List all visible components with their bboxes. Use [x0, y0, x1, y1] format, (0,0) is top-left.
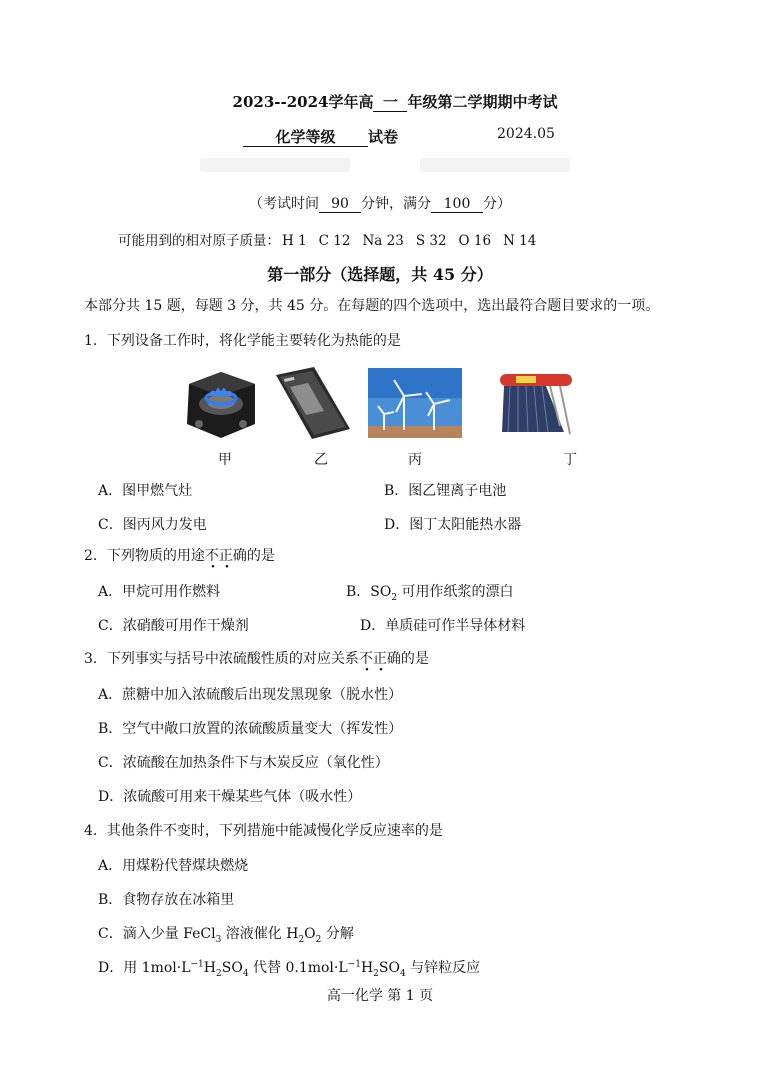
- q2-option-b-text: 可用作纸浆的漂白: [397, 584, 514, 600]
- q3-option-c: C．浓硫酸在加热条件下与木炭反应（氧化性）: [98, 755, 389, 771]
- q4-option-d-text: 与锌粒反应: [405, 960, 481, 976]
- exam-date: 2024.05: [497, 126, 555, 142]
- q4-option-c-text: O: [304, 926, 316, 942]
- q4-stem: 4．其他条件不变时，下列措施中能减慢化学反应速率的是: [84, 823, 443, 839]
- title-grade: 一: [373, 94, 407, 112]
- atomic-masses: [118, 229, 548, 249]
- q4-option-b: B．食物存放在冰箱里: [98, 892, 235, 908]
- q4-option-d-text: H: [203, 960, 217, 976]
- q2-stem-emphasis: 不: [204, 548, 219, 564]
- section-intro: 本部分共 15 题，每题 3 分，共 45 分。在每题的四个选项中，选出最符合题目要求的一项。: [84, 298, 660, 314]
- lithium-battery-icon: [272, 363, 354, 441]
- q4-option-d-sub: 4: [242, 968, 249, 979]
- q1-image-label-bing: 丙: [408, 452, 422, 468]
- q1-option-c: C．图丙风力发电: [98, 517, 207, 533]
- q3-stem-emphasis: 不: [358, 651, 373, 667]
- gas-stove-icon: [183, 362, 259, 440]
- title-prefix: 2023--2024学年高: [232, 93, 374, 111]
- q3-stem: [84, 648, 429, 668]
- exam-subject: [243, 126, 398, 147]
- q2-option-d: D．单质硅可作半导体材料: [360, 618, 526, 634]
- q4-option-c: [98, 923, 354, 945]
- redacted-block-left: [200, 158, 350, 172]
- score-value: 100: [431, 196, 483, 213]
- q3-stem-prefix: 3．下列事实与括号中浓硫酸性质的对应关系: [84, 651, 359, 667]
- q4-option-d-sub: 2: [373, 968, 379, 979]
- q1-image-label-yi: 乙: [314, 452, 328, 468]
- q2-stem-prefix: 2．下列物质的用途: [84, 548, 205, 564]
- solar-water-heater-icon: [494, 366, 576, 438]
- q2-stem-emphasis: 正: [218, 548, 233, 564]
- exam-title: [0, 91, 760, 112]
- q2-stem-suffix: 确的是: [232, 548, 275, 564]
- redacted-block-right: [420, 158, 570, 172]
- q4-option-d-sup: −1: [347, 959, 361, 970]
- q4-option-d: [98, 957, 480, 979]
- q4-option-d-text: SO: [378, 960, 400, 976]
- q4-option-d-sub: 2: [216, 968, 222, 979]
- atomic-masses-label: 可能用到的相对原子质量：: [118, 233, 280, 249]
- atomic-mass-item: H 1: [282, 233, 307, 249]
- page-footer: 高一化学 第 1 页: [326, 988, 434, 1004]
- q4-option-c-sub: 2: [315, 934, 322, 945]
- q4-option-c-text: 溶液催化 H: [221, 926, 299, 942]
- q1-image-label-ding: 丁: [563, 452, 577, 468]
- q4-option-d-text: 代替 0.1mol·L: [248, 960, 348, 976]
- wind-turbine-icon: [368, 368, 462, 438]
- q2-option-b-sub: 2: [391, 592, 398, 603]
- q2-stem: [84, 545, 275, 565]
- q4-option-c-text: 分解: [321, 926, 354, 942]
- title-suffix: 年级第二学期期中考试: [407, 93, 558, 111]
- q4-option-d-sub: 4: [399, 968, 406, 979]
- q1-option-d: D．图丁太阳能热水器: [384, 517, 522, 533]
- q4-option-c-sub: 2: [298, 934, 305, 945]
- section-title: 第一部分（选择题，共 45 分）: [267, 265, 493, 284]
- atomic-mass-item: S 32: [415, 233, 447, 249]
- exam-time-info: [0, 193, 760, 213]
- q4-option-d-text: D．用 1mol·L: [98, 960, 191, 976]
- atomic-mass-item: N 14: [503, 233, 537, 249]
- score-suffix: 分）: [483, 196, 511, 212]
- q1-option-b: B．图乙锂离子电池: [384, 483, 507, 499]
- q4-option-c-text: C．滴入少量 FeCl: [98, 926, 216, 942]
- q3-stem-suffix: 确的是: [386, 651, 429, 667]
- q4-option-a: A．用煤粉代替煤块燃烧: [98, 858, 249, 874]
- q2-option-a: A．甲烷可用作燃料: [98, 584, 221, 600]
- q4-option-d-sup: −1: [190, 959, 204, 970]
- atomic-mass-item: O 16: [458, 233, 492, 249]
- subject-suffix: 试卷: [368, 128, 399, 146]
- q3-stem-emphasis: 正: [372, 651, 387, 667]
- q3-option-d: D．浓硫酸可用来干燥某些气体（吸水性）: [98, 789, 362, 805]
- q3-option-b: B．空气中敞口放置的浓硫酸质量变大（挥发性）: [98, 721, 403, 737]
- time-prefix: （考试时间: [249, 196, 319, 212]
- atomic-mass-item: Na 23: [362, 233, 404, 249]
- q2-option-b-text: B．SO: [346, 584, 392, 600]
- q4-option-c-sub: 3: [215, 934, 222, 945]
- q1-stem: 1．下列设备工作时，将化学能主要转化为热能的是: [84, 333, 401, 349]
- q1-option-a: A．图甲燃气灶: [98, 483, 193, 499]
- time-mid: 分钟，满分: [361, 196, 431, 212]
- q2-option-b: [346, 581, 514, 603]
- atomic-mass-item: C 12: [318, 233, 351, 249]
- q4-option-d-text: SO: [221, 960, 243, 976]
- q3-option-a: A．蔗糖中加入浓硫酸后出现发黑现象（脱水性）: [98, 687, 403, 703]
- time-value: 90: [319, 196, 361, 213]
- q1-image-label-jia: 甲: [218, 452, 232, 468]
- q2-option-c: C．浓硝酸可用作干燥剂: [98, 618, 249, 634]
- subject-underlined: 化学等级: [243, 129, 368, 147]
- q4-option-d-text: H: [360, 960, 374, 976]
